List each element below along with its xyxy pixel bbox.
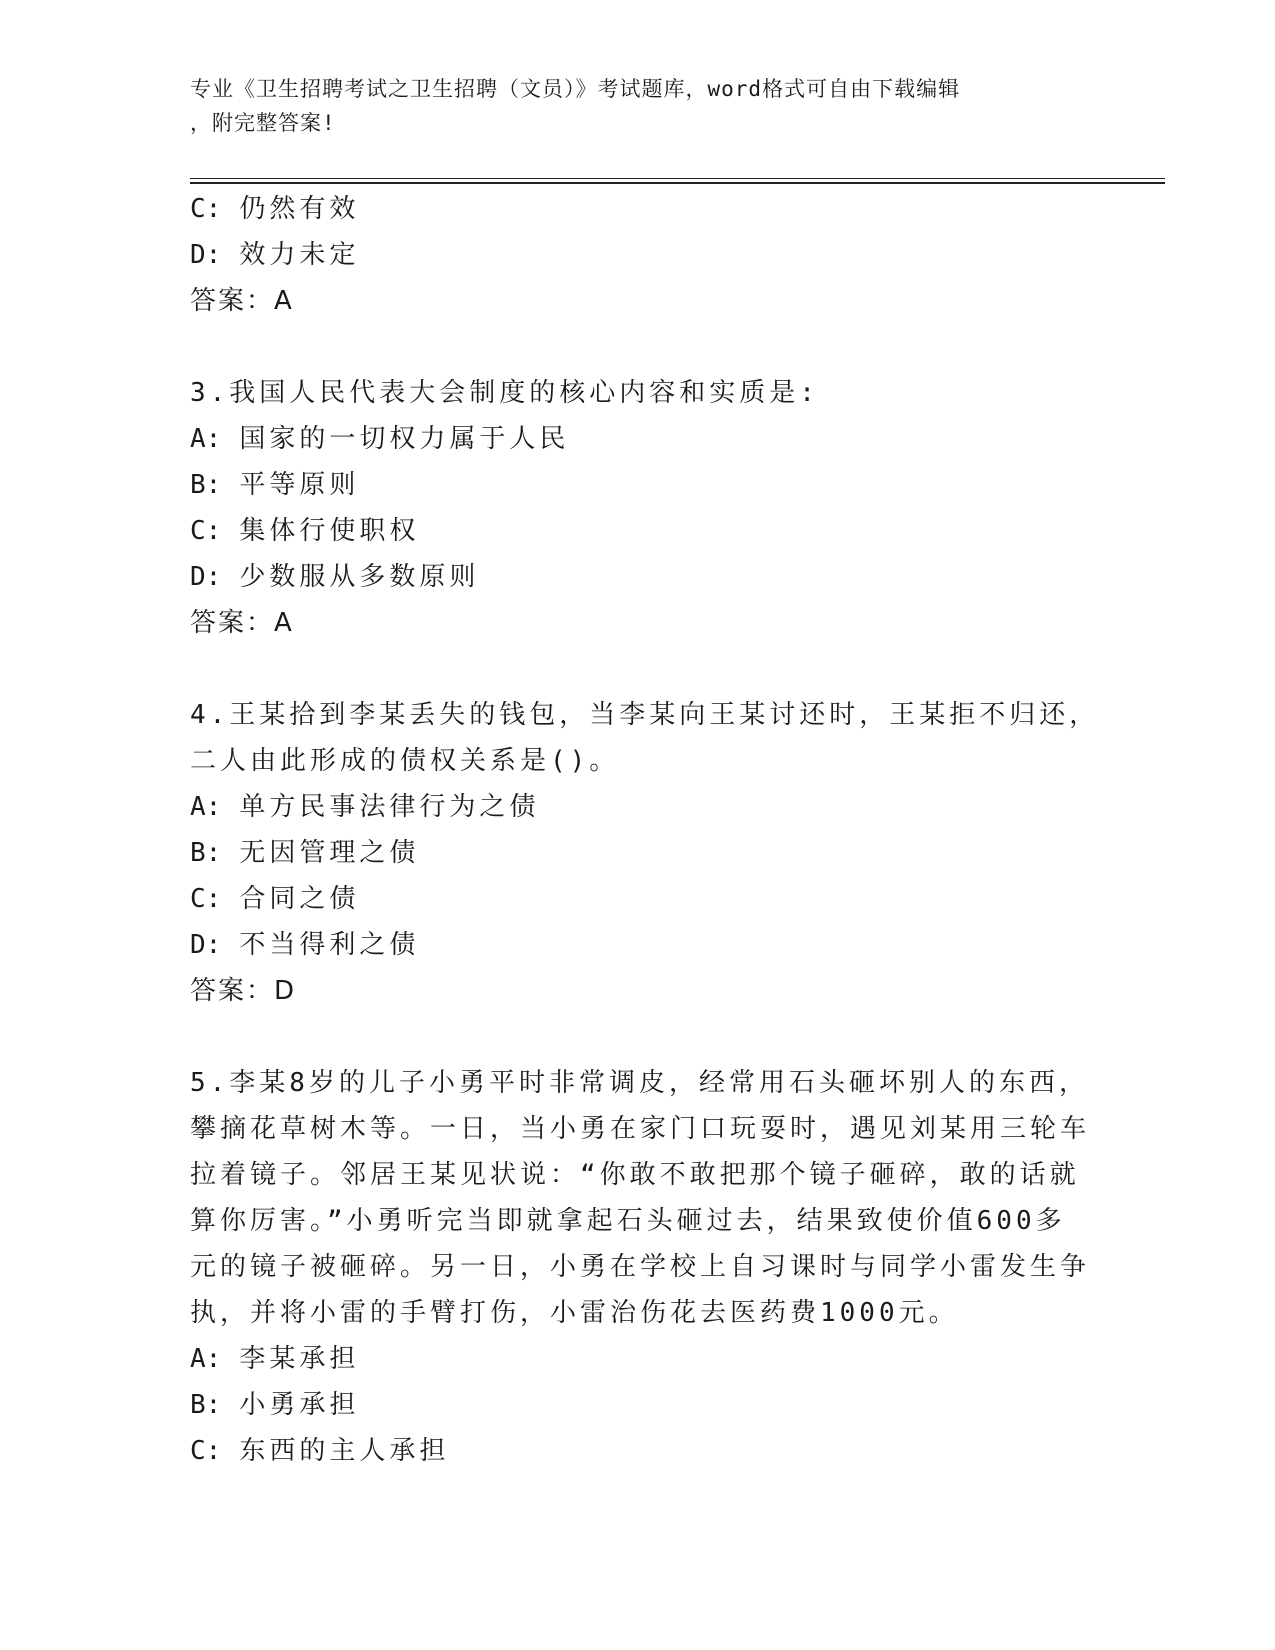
- question-stem-line: 元的镜子被砸碎。另一日，小勇在学校上自习课时与同学小雷发生争: [190, 1252, 1091, 1282]
- answer-line: 答案：A: [190, 608, 294, 638]
- question-stem-line: 算你厉害。”小勇听完当即就拿起石头砸过去，结果致使价值600多: [190, 1206, 1066, 1236]
- option-label: D:: [190, 562, 222, 592]
- header-divider-thin: [190, 178, 1165, 179]
- option-c: [190, 508, 1090, 554]
- option-text: 少数服从多数原则: [239, 562, 480, 592]
- option-text: 集体行使职权: [239, 516, 420, 546]
- option-c: [190, 186, 1090, 232]
- option-text: 不当得利之债: [239, 930, 420, 960]
- option-b: [190, 1382, 1090, 1428]
- option-text: 小勇承担: [239, 1390, 360, 1420]
- option-a: [190, 784, 1090, 830]
- option-label: C:: [190, 1436, 222, 1466]
- option-text: 效力未定: [239, 240, 360, 270]
- answer-line: 答案：A: [190, 286, 294, 316]
- question-stem-line: 攀摘花草树木等。一日，当小勇在家门口玩耍时，遇见刘某用三轮车: [190, 1114, 1091, 1144]
- option-label: A:: [190, 1344, 222, 1374]
- option-text: 无因管理之债: [239, 838, 420, 868]
- header-line-1: 专业《卫生招聘考试之卫生招聘（文员）》考试题库，word格式可自由下载编辑: [190, 77, 961, 101]
- document-header: [190, 72, 1090, 140]
- header-divider-thick: [190, 182, 1165, 184]
- option-text: 合同之债: [239, 884, 360, 914]
- option-b: [190, 462, 1090, 508]
- question-stem-line: 执，并将小雷的手臂打伤，小雷治伤花去医药费1000元。: [190, 1298, 959, 1328]
- option-label: C:: [190, 884, 222, 914]
- question-stem-line: 4.王某拾到李某丢失的钱包，当李某向王某讨还时，王某拒不归还，: [190, 700, 1100, 730]
- option-text: 李某承担: [239, 1344, 360, 1374]
- option-label: B:: [190, 1390, 222, 1420]
- option-c: [190, 876, 1090, 922]
- option-d: [190, 922, 1090, 968]
- option-label: C:: [190, 194, 222, 224]
- option-a: [190, 1336, 1090, 1382]
- option-label: B:: [190, 838, 222, 868]
- option-label: D:: [190, 240, 222, 270]
- option-text: 东西的主人承担: [239, 1436, 450, 1466]
- question-stem: 3.我国人民代表大会制度的核心内容和实质是:: [190, 378, 819, 408]
- option-label: A:: [190, 792, 222, 822]
- header-line-2: ，附完整答案!: [190, 111, 336, 135]
- option-label: D:: [190, 930, 222, 960]
- option-text: 国家的一切权力属于人民: [239, 424, 570, 454]
- answer-line: 答案：D: [190, 976, 297, 1006]
- option-text: 平等原则: [239, 470, 360, 500]
- question-list: [190, 186, 1100, 1474]
- option-label: A:: [190, 424, 222, 454]
- option-d: [190, 232, 1090, 278]
- option-text: 仍然有效: [239, 194, 360, 224]
- option-d: [190, 554, 1090, 600]
- question-stem-line: 二人由此形成的债权关系是()。: [190, 746, 620, 776]
- question-stem-line: 拉着镜子。邻居王某见状说：“你敢不敢把那个镜子砸碎，敢的话就: [190, 1160, 1080, 1190]
- option-label: C:: [190, 516, 222, 546]
- option-label: B:: [190, 470, 222, 500]
- option-c: [190, 1428, 1090, 1474]
- option-a: [190, 416, 1090, 462]
- option-b: [190, 830, 1090, 876]
- question-stem-line: 5.李某8岁的儿子小勇平时非常调皮，经常用石头砸坏别人的东西，: [190, 1068, 1089, 1098]
- option-text: 单方民事法律行为之债: [239, 792, 540, 822]
